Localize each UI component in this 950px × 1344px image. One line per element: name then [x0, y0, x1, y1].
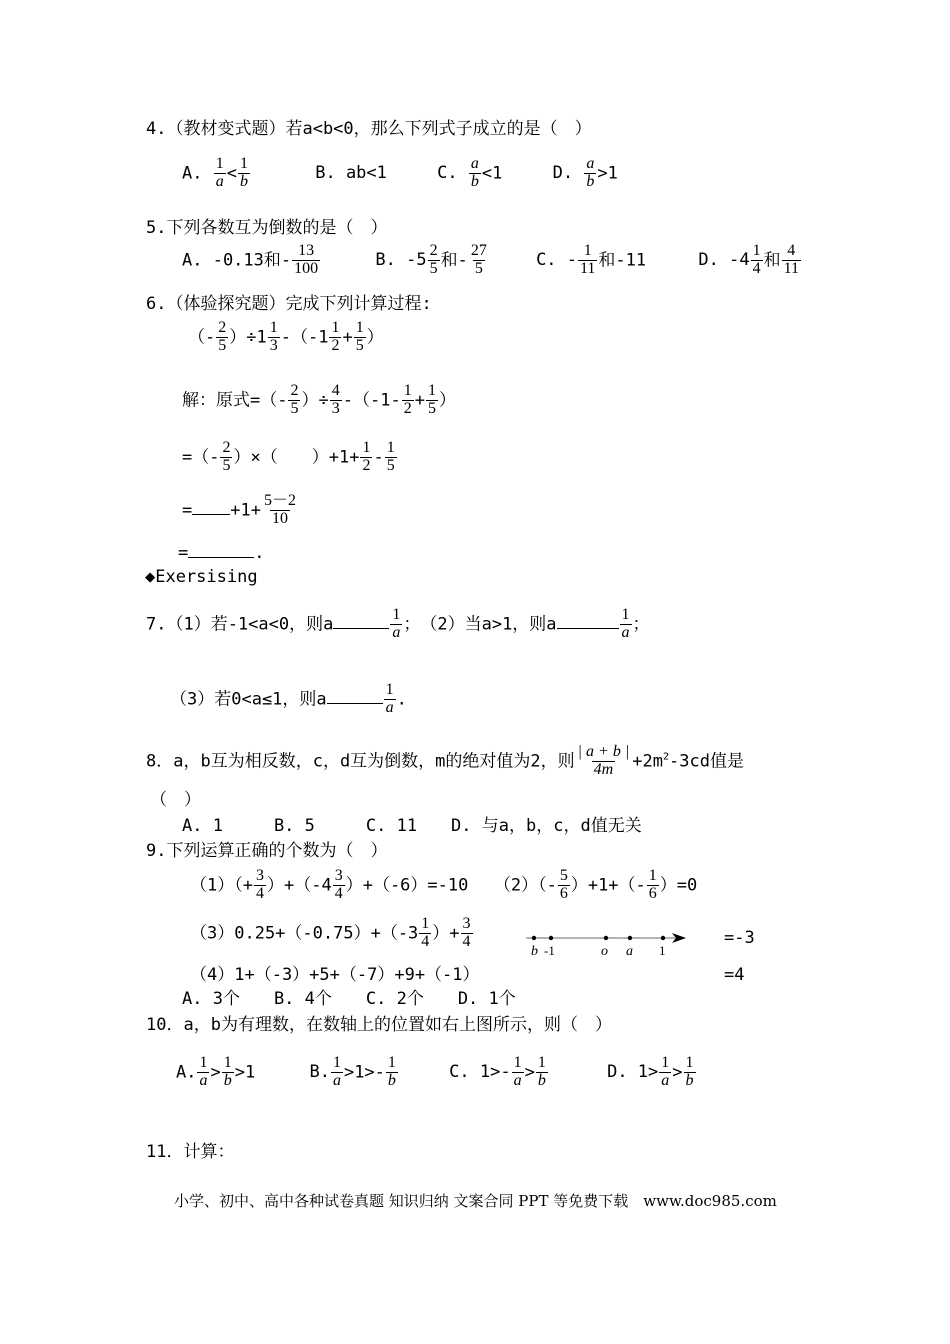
q6-solution-line4: = . — [178, 543, 265, 563]
q9-line2-result: =-3 — [724, 928, 755, 948]
footer-text: 小学、初中、高中各种试卷真题 知识归纳 文案合同 PPT 等免费下载 www.doc985.com — [174, 1192, 777, 1210]
q4-options: A. $\frac{1}{a}$ < $\frac{1}{b}$ B. ab<1 C. $\frac{a}{b}$ <1 D. $\frac{a}{b}$ >1 — [182, 155, 618, 190]
label-a: a — [626, 944, 633, 959]
label-one: 1 — [659, 943, 666, 958]
q9-line1: （1）（+ $\frac{3}{4}$ ）+（-4 $\frac{3}{4}$ ）+（-6）=-10 （2）（- $\frac{5}{6}$ ）+1+（- $\frac{1}{6}$ ）=0 — [190, 867, 698, 902]
fraction: $\frac{a}{b}$ — [586, 155, 595, 190]
q9-line2: （3）0.25+（-0.75）+（-3 $\frac{1}{4}$ ）+ $\frac{3}{4}$ — [190, 915, 471, 950]
fraction: $\frac{1}{4}$ — [752, 242, 761, 277]
label-origin: o — [601, 944, 608, 959]
answer-blank — [188, 557, 254, 558]
label-minus-one: -1 — [544, 943, 555, 958]
q11-stem: 11．计算： — [146, 1142, 235, 1162]
q9-options: A. 3个 B. 4个 C. 2个 D. 1个 — [182, 989, 516, 1009]
q5-stem: 5.下列各数互为倒数的是（ ） — [146, 218, 388, 238]
q9-line3-result: =4 — [724, 965, 745, 985]
q4-stem: 4.（教材变式题）若a<b<0，那么下列式子成立的是（ ） — [146, 119, 592, 139]
fraction: $\frac{| a + b |}{4m}$ — [577, 743, 630, 778]
fraction: $\frac{1}{11}$ — [580, 242, 596, 277]
point-a — [628, 936, 632, 940]
answer-blank — [192, 514, 230, 515]
q10-stem: 10．a，b为有理数，在数轴上的位置如右上图所示，则（ ） — [146, 1015, 612, 1035]
q6-solution-line3: = +1+ $\frac{5-2}{10}$ — [182, 492, 296, 527]
q7-line2: （3）若0<a≤1，则a $\frac{1}{a}$ . — [170, 681, 407, 716]
answer-blank — [327, 703, 383, 704]
q10-options: A. $\frac{1}{a}$ > $\frac{1}{b}$ >1 B. $\frac{1}{a}$ >1>- $\frac{1}{b}$ C. 1>- $\frac{1}{a}$ > $\frac{1}{b}$ D. 1> $\frac{1}{a}$ > $\frac{1}{b}$ — [176, 1054, 694, 1089]
q8-paren: （ ） — [150, 790, 201, 810]
section-heading: ◆Exersising — [145, 567, 258, 587]
point-one — [661, 936, 665, 940]
label-b: b — [531, 944, 538, 959]
fraction: $\frac{a}{b}$ — [470, 155, 479, 190]
q9-line3: （4）1+（-3）+5+（-7）+9+（-1） — [190, 965, 480, 985]
point-origin — [604, 936, 608, 940]
answer-blank — [333, 628, 389, 629]
fraction: $\frac{1}{a}$ — [215, 155, 224, 190]
fraction: $\frac{13}{100}$ — [294, 242, 319, 277]
q8-stem: 8．a，b互为相反数，c，d互为倒数，m的绝对值为2，则 $\frac{| a + b |}{4m}$ $+2m^2-3cd$值是 — [146, 743, 744, 778]
q9-stem: 9.下列运算正确的个数为（ ） — [146, 841, 388, 861]
point-minus-one — [549, 936, 553, 940]
q6-stem: 6.（体验探究题）完成下列计算过程: — [146, 294, 432, 314]
point-b — [532, 936, 536, 940]
fraction: $\frac{2}{5}$ — [429, 242, 438, 277]
fraction: $\frac{27}{5}$ — [470, 242, 487, 277]
fraction: $\frac{1}{b}$ — [239, 155, 248, 190]
number-line — [520, 926, 690, 960]
q6-expression: （- $\frac{2}{5}$ ）÷1 $\frac{1}{3}$ -（-1 $\frac{1}{2}$ + $\frac{1}{5}$ ） — [188, 319, 384, 354]
q8-options: A. 1 B. 5 C. 11 D. 与a，b，c，d值无关 — [182, 816, 642, 836]
q5-options: A. -0.13和- $\frac{13}{100}$ B. -5 $\frac{2}{5}$ 和- $\frac{27}{5}$ C. - $\frac{1}{11}$ 和-11 D. -4 $\frac{1}{4}$ 和 $\frac{4}{11}$ — [182, 242, 799, 277]
answer-blank — [557, 628, 619, 629]
q6-solution-line2: =（- $\frac{2}{5}$ ）×（ ）+1+ $\frac{1}{2}$ - $\frac{1}{5}$ — [182, 439, 395, 474]
q6-solution-line1: 解：原式=（- $\frac{2}{5}$ ）÷ $\frac{4}{3}$ -（-1- $\frac{1}{2}$ + $\frac{1}{5}$ ） — [182, 382, 456, 417]
fraction: $\frac{4}{11}$ — [783, 242, 799, 277]
q7-line1: 7.（1）若-1<a<0，则a $\frac{1}{a}$ ； （2）当a>1，则a $\frac{1}{a}$ ； — [146, 606, 650, 641]
